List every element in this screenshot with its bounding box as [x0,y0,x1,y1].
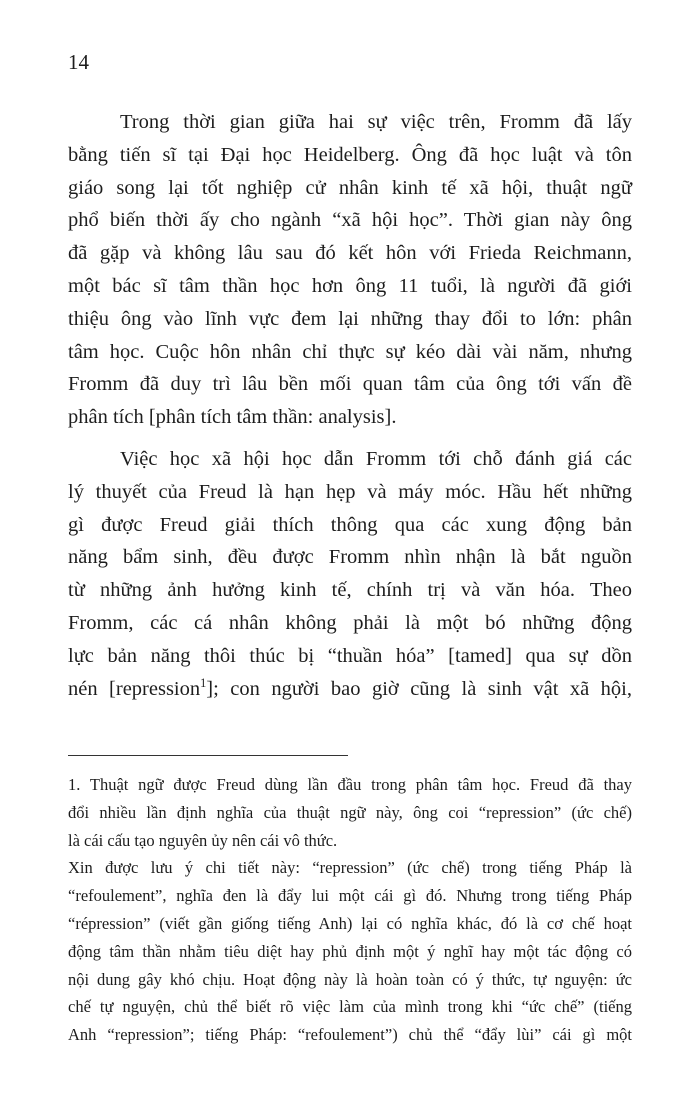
text-line: Fromm đã duy trì lâu bền mối quan tâm của ông tới vấn đề [68,373,632,396]
text-line: năng bẩm sinh, đều được Fromm nhìn nhận là bắt nguồn [68,546,632,569]
text-fragment: ]; con người bao giờ cũng là sinh vật xã hội, [206,677,632,700]
text-line: đã gặp và không lâu sau đó kết hôn với Frieda Reichmann, [68,242,632,265]
paragraph-1 [68,106,632,434]
text-line: một bác sĩ tâm thần học hơn ông 11 tuổi, là người đã giới [68,274,632,297]
text-line: lực bản năng thôi thúc bị “thuần hóa” [tamed] qua sự dồn [68,644,632,667]
footnote-line: nội dung gây khó chịu. Hoạt động này là hoàn toàn có ý thức, tự nguyện: ức [68,969,632,989]
text-line: phân tích [phân tích tâm thần: analysis]. [68,406,397,429]
footnote-line: động tâm thần nhằm tiêu diệt hay phủ định một ý nghĩ hay một tác động có [68,941,632,961]
text-line: Việc học xã hội học dẫn Fromm tới chỗ đánh giá các [120,447,632,470]
footnote-divider [68,755,348,756]
text-line: thiệu ông vào lĩnh vực đem lại những thay đổi to lớn: phân [68,307,632,330]
text-line: phổ biến thời ấy cho ngành “xã hội học”. Thời gian này ông [68,209,632,232]
text-line: tâm học. Cuộc hôn nhân chỉ thực sự kéo dài vài năm, nhưng [68,340,632,363]
text-line: lý thuyết của Freud là hạn hẹp và máy móc. Hầu hết những [68,480,632,503]
footnote-line: đổi nhiều lần định nghĩa của thuật ngữ này, ông coi “repression” (ức chế) [68,802,632,822]
body-text [68,106,632,714]
text-line [68,673,632,706]
footnote-line: chế tự nguyện, chủ thể biết rõ việc làm của mình trong khi “ức chế” (tiếng [68,997,632,1017]
text-line: giáo song lại tốt nghiệp cử nhân kinh tế xã hội, thuật ngữ [68,176,632,199]
footnote-line: “refoulement”, nghĩa đen là đẩy lui một cái gì đó. Nhưng trong tiếng Pháp [68,886,632,906]
text-line: Fromm, các cá nhân không phải là một bó những động [68,611,632,634]
footnote-line: Anh “repression”; tiếng Pháp: “refoulement”) chủ thể “đẩy lùi” cái gì một [68,1025,632,1045]
footnote-line: “répression” (viết gần giống tiếng Anh) lại có nghĩa khác, đó là cơ chế hoạt [68,913,632,933]
footnote-line: 1. Thuật ngữ được Freud dùng lần đầu trong phân tâm học. Freud đã thay [68,775,632,794]
page-number: 14 [68,50,89,74]
text-fragment: nén [repression [68,677,201,700]
footnote-line: Xin được lưu ý chi tiết này: “repression” (ức chế) trong tiếng Pháp là [68,858,632,878]
footnotes [68,771,632,1049]
text-line: gì được Freud giải thích thông qua các xung động bản [68,513,632,536]
footnote-line: là cái cấu tạo nguyên ủy nên cái vô thức. [68,830,338,850]
paragraph-2 [68,443,632,705]
text-line: Trong thời gian giữa hai sự việc trên, Fromm đã lấy [120,111,632,133]
text-line: từ những ảnh hưởng kinh tế, chính trị và văn hóa. Theo [68,579,632,602]
text-line: bằng tiến sĩ tại Đại học Heidelberg. Ông đã học luật và tôn [68,143,632,166]
footnote-reference[interactable]: 1 [200,675,207,690]
